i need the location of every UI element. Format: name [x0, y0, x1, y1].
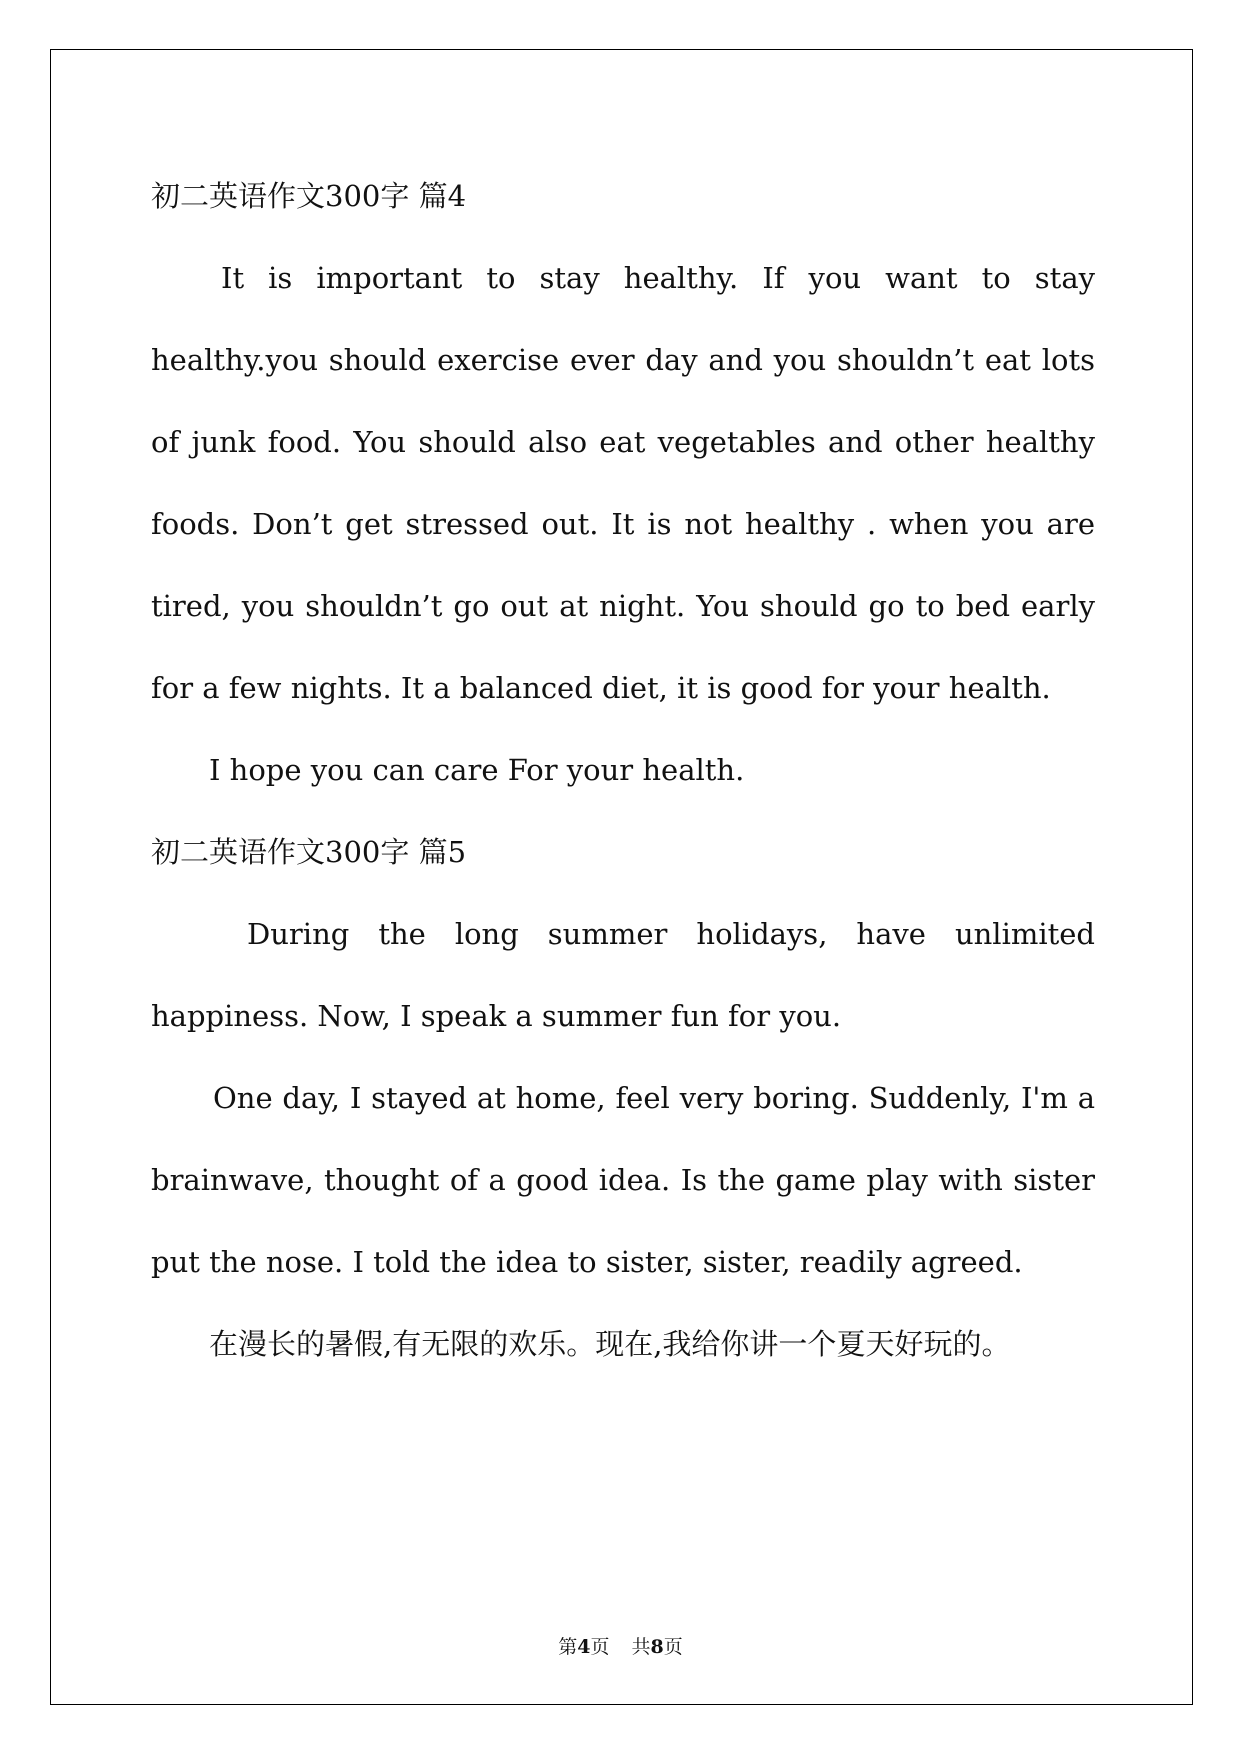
paragraph-hope: I hope you can care For your health.: [209, 753, 745, 787]
document-body: [151, 155, 1095, 1385]
total-pages-number: 8: [650, 1636, 664, 1658]
footer-page-suffix: 页: [590, 1636, 610, 1658]
paragraph-one-day: One day, I stayed at home, feel very boring. Suddenly, I'm a brainwave, thought of a good idea. Is the game play with sister put the nose. I told the idea to sister, sister, readily agreed.: [151, 1081, 1095, 1279]
section-heading-4: 初二英语作文300字 篇4: [151, 179, 467, 213]
footer-prefix: 第: [558, 1636, 578, 1658]
paragraph-summer-intro: During the long summer holidays, have unlimited happiness. Now, I speak a summer fun for you.: [151, 917, 1095, 1033]
footer-total-prefix: 共: [631, 1636, 651, 1658]
section-heading-5: 初二英语作文300字 篇5: [151, 835, 467, 869]
footer-total-suffix: 页: [663, 1636, 683, 1658]
page-footer: [0, 1632, 1241, 1659]
paragraph-chinese: 在漫长的暑假,有无限的欢乐。现在,我给你讲一个夏天好玩的。: [209, 1327, 1011, 1361]
current-page-number: 4: [577, 1636, 591, 1658]
paragraph-health: It is important to stay healthy. If you want to stay healthy.you should exercise ever day and you shouldn’t eat lots of junk food. You should also eat vegetables and other healthy foods. Don’t get stressed out. It is not healthy . when you are tired, you shouldn’t go out at night. You should go to bed early for a few nights. It a balanced diet, it is good for your health.: [151, 261, 1095, 705]
